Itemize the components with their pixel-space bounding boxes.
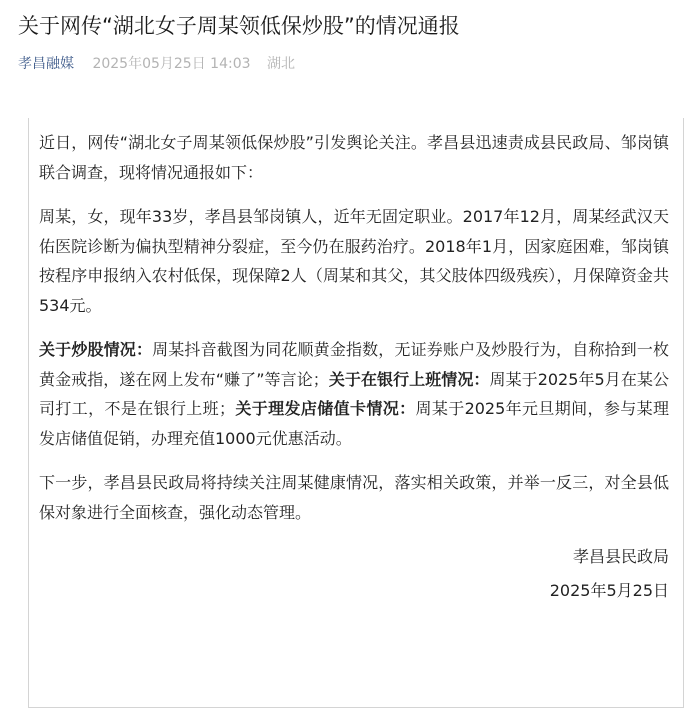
publish-region: 湖北 <box>266 56 295 72</box>
source-account-link[interactable]: 孝昌融媒 <box>18 56 74 72</box>
notice-paragraph-intro: 近日，网传“湖北女子周某领低保炒股”引发舆论关注。孝昌县迅速责成县民政局、邹岗镇联合调查，现将情况通报如下： <box>39 133 669 182</box>
publish-time: 2025年05月25日 14:03 <box>92 56 251 72</box>
heading-salon-card: 关于理发店储值卡情况： <box>235 399 416 418</box>
article-title: 关于网传“湖北女子周某领低保炒股”的情况通报 <box>18 14 460 38</box>
finding-stock-trading: 周某抖音截图为同花顺黄金指数，无证券账户及炒股行为，自称拾到一枚黄金戒指，遂在网上发布“赚了”等言论； <box>39 340 669 389</box>
notice-box <box>28 118 684 708</box>
article-meta <box>18 54 295 74</box>
signature-date: 2025年5月25日 <box>549 580 669 600</box>
notice-paragraph-next-steps: 下一步，孝昌县民政局将持续关注周某健康情况，落实相关政策，并举一反三，对全县低保对象进行全面核查，强化动态管理。 <box>39 473 669 522</box>
finding-salon-card: 周某于2025年元旦期间，参与某理发店储值促销，办理充值1000元优惠活动。 <box>39 399 669 448</box>
notice-paragraph-background: 周某，女，现年33岁，孝昌县邹岗镇人，近年无固定职业。2017年12月，周某经武汉天佑医院诊断为偏执型精神分裂症，至今仍在服药治疗。2018年1月，因家庭困难，邹岗镇按程序申报纳入农村低保，现保障2人（周某和其父，其父肢体四级残疾），月保障资金共534元。 <box>39 207 669 315</box>
heading-bank-job: 关于在银行上班情况： <box>328 369 490 389</box>
finding-bank-job: 周某于2025年5月在某公司打工，不是在银行上班； <box>39 369 669 418</box>
heading-stock-trading: 关于炒股情况： <box>39 340 153 359</box>
notice-paragraph-findings <box>39 335 669 453</box>
signature-organization: 孝昌县民政局 <box>572 547 669 566</box>
